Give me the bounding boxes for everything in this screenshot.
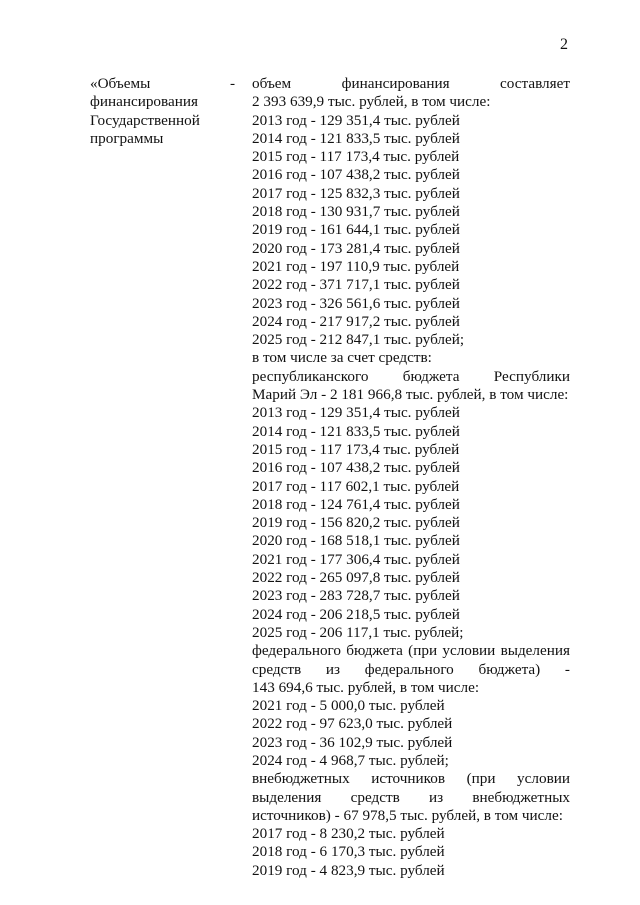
financing-line: 143 694,6 тыс. рублей, в том числе: bbox=[252, 678, 480, 696]
financing-line: 2014 год - 121 833,5 тыс. рублей bbox=[252, 129, 460, 147]
financing-line: 2022 год - 371 717,1 тыс. рублей bbox=[252, 276, 460, 294]
financing-line: 2021 год - 197 110,9 тыс. рублей bbox=[252, 257, 460, 275]
financing-line: 2020 год - 173 281,4 тыс. рублей bbox=[252, 239, 460, 257]
financing-line: в том числе за счет средств: bbox=[252, 349, 432, 367]
financing-line: 2023 год - 283 728,7 тыс. рублей bbox=[252, 587, 460, 605]
financing-line: 2019 год - 161 644,1 тыс. рублей bbox=[252, 221, 460, 239]
financing-line: 2025 год - 212 847,1 тыс. рублей; bbox=[252, 331, 465, 349]
financing-line: 2024 год - 206 218,5 тыс. рублей bbox=[252, 605, 460, 623]
financing-line: 2018 год - 6 170,3 тыс. рублей bbox=[252, 843, 445, 861]
financing-line: 2016 год - 107 438,2 тыс. рублей bbox=[252, 166, 460, 184]
financing-line: 2022 год - 97 623,0 тыс. рублей bbox=[252, 715, 453, 733]
section-label-line: программы bbox=[90, 129, 164, 147]
financing-line: 2017 год - 117 602,1 тыс. рублей bbox=[252, 477, 460, 495]
financing-line: республиканского бюджета Республики bbox=[252, 367, 570, 385]
financing-details bbox=[252, 75, 570, 880]
section-label bbox=[90, 75, 238, 148]
financing-line: 2015 год - 117 173,4 тыс. рублей bbox=[252, 440, 460, 458]
financing-line: 2017 год - 125 832,3 тыс. рублей bbox=[252, 184, 460, 202]
financing-line: 2019 год - 4 823,9 тыс. рублей bbox=[252, 861, 445, 879]
financing-line: средств из федерального бюджета) - bbox=[252, 660, 570, 678]
financing-line: 2018 год - 124 761,4 тыс. рублей bbox=[252, 495, 460, 513]
financing-line: 2017 год - 8 230,2 тыс. рублей bbox=[252, 825, 445, 843]
label-dash: - bbox=[230, 75, 236, 92]
section-label-line: Государственной bbox=[90, 111, 200, 129]
financing-line: 2016 год - 107 438,2 тыс. рублей bbox=[252, 459, 460, 477]
financing-line: 2 393 639,9 тыс. рублей, в том числе: bbox=[252, 93, 491, 111]
financing-line: 2013 год - 129 351,4 тыс. рублей bbox=[252, 404, 460, 422]
financing-line: источников) - 67 978,5 тыс. рублей, в том числе: bbox=[252, 806, 563, 824]
section-label-text: «Объемы bbox=[90, 75, 151, 92]
financing-line: 2024 год - 217 917,2 тыс. рублей bbox=[252, 312, 460, 330]
financing-line: 2025 год - 206 117,1 тыс. рублей; bbox=[252, 623, 464, 641]
section-label-line: финансирования bbox=[90, 93, 198, 111]
financing-line: 2023 год - 36 102,9 тыс. рублей bbox=[252, 733, 453, 751]
financing-line: 2024 год - 4 968,7 тыс. рублей; bbox=[252, 751, 449, 769]
financing-line: выделения средств из внебюджетных bbox=[252, 788, 570, 806]
page-number: 2 bbox=[560, 36, 568, 53]
financing-line: Марий Эл - 2 181 966,8 тыс. рублей, в том числе: bbox=[252, 386, 569, 404]
financing-line: объем финансирования составляет bbox=[252, 75, 570, 92]
financing-line: внебюджетных источников (при условии bbox=[252, 770, 570, 788]
financing-line: 2020 год - 168 518,1 тыс. рублей bbox=[252, 532, 460, 550]
financing-line: 2021 год - 177 306,4 тыс. рублей bbox=[252, 550, 460, 568]
financing-line: 2018 год - 130 931,7 тыс. рублей bbox=[252, 203, 460, 221]
financing-line: федерального бюджета (при условии выделения bbox=[252, 642, 570, 660]
financing-line: 2021 год - 5 000,0 тыс. рублей bbox=[252, 697, 445, 715]
financing-line: 2015 год - 117 173,4 тыс. рублей bbox=[252, 148, 460, 166]
section-label-line bbox=[90, 75, 238, 93]
financing-line: 2019 год - 156 820,2 тыс. рублей bbox=[252, 514, 460, 532]
financing-line: 2022 год - 265 097,8 тыс. рублей bbox=[252, 569, 460, 587]
financing-line: 2023 год - 326 561,6 тыс. рублей bbox=[252, 294, 460, 312]
financing-line: 2014 год - 121 833,5 тыс. рублей bbox=[252, 422, 460, 440]
financing-line: 2013 год - 129 351,4 тыс. рублей bbox=[252, 111, 460, 129]
